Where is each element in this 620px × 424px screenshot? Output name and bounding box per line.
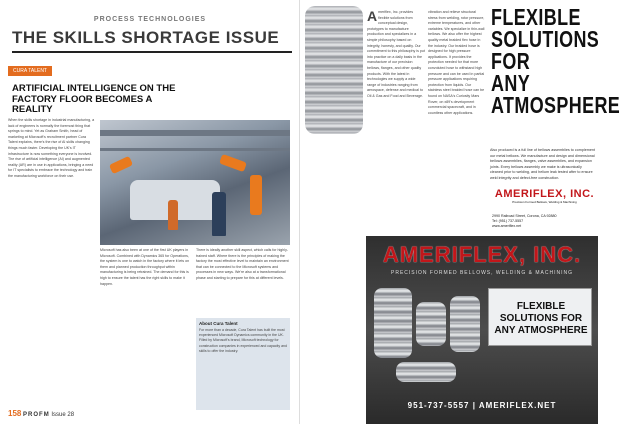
banner-slogan-box <box>488 288 592 346</box>
issue-label: Issue 28 <box>51 412 75 418</box>
ad-column-3: Also produced is a full line of bellows assemblies to complement our metal bellows. We manufacture and design and dimensional bellows assemblies, flanges, valve assemblies, and expansion joints. Every bellows assembly we make is ultrasonically cleaned prior to welding, and helium leak tested after to ensure weld integrity and defect-free construction. <box>490 148 595 180</box>
sidebar-text: For more than a decade, Cura Talent has built the most experienced Microsoft Dynamics community in the UK. Filled by Microsoft's brand, Microsoft technology for construction companies in experienced and capacity and skills to offer the industry. <box>199 328 287 353</box>
bellows-product-image <box>450 296 480 352</box>
magazine-name: PROFM <box>23 412 50 418</box>
bellows-product-image <box>416 302 446 346</box>
address-line-3: www.ameriflex.net <box>492 224 522 228</box>
article-headline: ARTIFICIAL INTELLIGENCE ON THE FACTORY FLOOR BECOMES A REALITY <box>12 83 176 115</box>
ad-column-1-text: meriflex, Inc. provides flexible solutions from conceptual design, prototypes to manufacture production and specializes in a simple philosophy based on integrity, honesty, and quality. Our commitment to this philosophy is put into practice on a daily basis in the manufacture of our precision bellows, flanges, and other quality products. With the latest in technologies we supply a wide range of industries ranging from aerospace, defense and medical to Oil & Gas and Food and Beverage. <box>367 10 425 98</box>
banner-slogan: FLEXIBLE SOLUTIONS FOR ANY ATMOSPHERE <box>494 301 588 336</box>
ameriflex-logo <box>492 188 597 204</box>
banner-brand: AMERIFLEX, INC. <box>382 242 582 267</box>
article-column-2: Microsoft has also been at one of the first UK players in Microsoft. Combined with Dynamics 365 for Operations, the system is one to watch in the factory where it lets on them and planned production throughput within manufacturing is being retrained. The demand for this is high to ensure the talent has the right skills to make it happen. <box>100 248 190 286</box>
article-column-3: There is ideally another skill aspect, which calls for highly-trained staff. Where there is the principles of making the factory the most effective level to maintain an environment that can be connected to the Microsoft systems and processes in new ways. We're also at a transformational phase and starting to prepare for this at different levels. <box>196 248 289 280</box>
banner-tagline: PRECISION FORMED BELLOWS, WELDING & MACHINING <box>391 270 573 276</box>
issue-title: THE SKILLS SHORTAGE ISSUE <box>12 28 292 53</box>
byline-tag: CURA TALENT <box>8 66 52 76</box>
address-line-1: 2990 Railroad Street, Corona, CA 92880 <box>492 214 557 218</box>
logo-brand: AMERIFLEX, INC. <box>494 188 595 200</box>
page-footer <box>8 409 74 418</box>
bellows-image <box>305 6 363 134</box>
ad-banner <box>366 236 598 424</box>
right-page <box>300 0 620 424</box>
about-sidebar <box>196 318 290 410</box>
sidebar-title: About Cura Talent <box>199 321 238 326</box>
address-line-2: Tel: (951) 737-5557 <box>492 219 524 223</box>
ad-column-2: vibration and relieve structural stress from welding, rotor pressure, extreme temperatures, and other variables. We specialize in thin-wall bellows. We also offer the highest quality metal braided flex hose in the industry. Our braided hose is designed for high pressure applications. It provides the protection needed for that more convoluted hose to withstand high pressure and can be used in partial pressure applications requiring protection from liquids. Our stainless steel braided hose can be found on NASA's Curiosity Mars Rover, on x89's development commercial spacecraft, and in countless other applications. <box>428 10 485 115</box>
bellows-product-image <box>374 288 412 358</box>
ad-headline: FLEXIBLE SOLUTIONS FOR ANY ATMOSPHERE <box>491 4 620 118</box>
bellows-product-image <box>396 362 456 382</box>
factory-photo <box>100 120 290 245</box>
dropcap: A <box>367 8 378 24</box>
section-label: PROCESS TECHNOLOGIES <box>93 16 207 23</box>
left-page <box>0 0 300 424</box>
article-column-1: When the skills shortage in industrial manufacturing, a lack of engineers is normally the foremost thing that springs to mind. Yet as Graham Smith, head of marketing at Microsoft's recruitment partner Cura Talent explains, there's the rise of AI skills changing things much faster. Developing the UK's IT infrastructure is now something everyone is involved. The rise of artificial intelligence (AI) and augmented reality (AR) are in use in applications, bringing a need for IT specialists to embrace the technology and train the manufacturing workforce on their use. <box>8 118 95 178</box>
logo-tagline: Precision Formed Bellows, Welding & Machining <box>512 200 577 204</box>
ad-column-1 <box>367 10 425 100</box>
address-block <box>492 214 597 229</box>
page-number: 158 <box>8 409 22 418</box>
banner-contact: 951-737-5557 | AMERIFLEX.NET <box>407 401 557 410</box>
